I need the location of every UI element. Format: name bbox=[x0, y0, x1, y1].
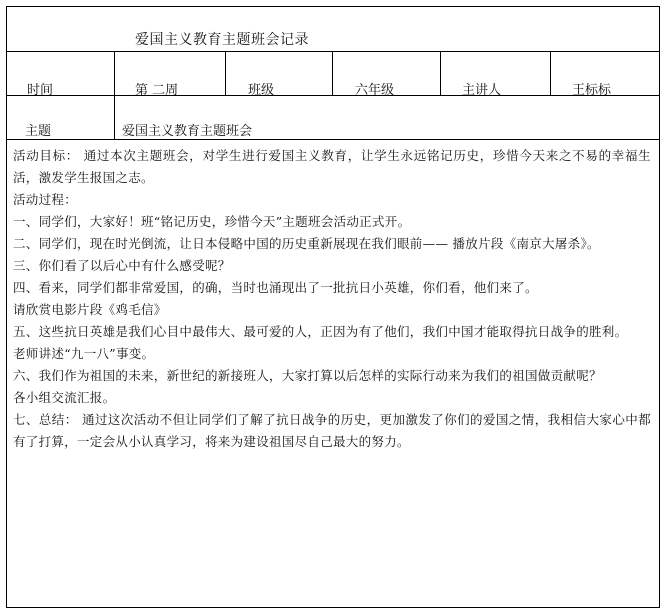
subject-label: 主题 bbox=[25, 124, 52, 139]
subject-value: 爱国主义教育主题班会 bbox=[122, 124, 253, 139]
class-value: 六年级 bbox=[355, 83, 395, 98]
speaker-label-cell bbox=[441, 51, 551, 98]
time-label-cell bbox=[7, 51, 115, 98]
speaker-value-cell bbox=[551, 51, 661, 98]
speaker-value: 王标标 bbox=[572, 83, 612, 98]
teacher-narration: 老师讲述“九一八”事变。 bbox=[13, 346, 155, 361]
process-heading: 活动过程： bbox=[13, 192, 78, 207]
film-clip-note: 请欣赏电影片段《鸡毛信》 bbox=[13, 302, 167, 317]
subject-row bbox=[7, 95, 659, 140]
title-row bbox=[7, 7, 659, 52]
class-label: 班级 bbox=[248, 83, 275, 98]
class-label-cell bbox=[226, 51, 333, 98]
step-three: 三、你们看了以后心中有什么感受呢？ bbox=[13, 258, 231, 273]
step-two: 二、同学们，现在时光倒流，让日本侵略中国的历史重新展现在我们眼前—— 播放片段《南京大屠杀》。 bbox=[13, 236, 600, 251]
step-four: 四、看来，同学们都非常爱国，的确，当时也涌现出了一批抗日小英雄，你们看，他们来了。 bbox=[13, 280, 538, 295]
meta-row bbox=[7, 51, 659, 96]
document-title: 爱国主义教育主题班会记录 bbox=[135, 32, 309, 48]
activity-record-body bbox=[7, 139, 659, 453]
class-value-cell bbox=[333, 51, 441, 98]
time-label: 时间 bbox=[27, 83, 54, 98]
subject-label-cell bbox=[7, 95, 115, 139]
speaker-label: 主讲人 bbox=[462, 83, 502, 98]
step-five: 五、这些抗日英雄是我们心目中最伟大、最可爱的人，正因为有了他们，我们中国才能取得抗日战争的胜利。 bbox=[13, 324, 628, 339]
time-value-cell bbox=[115, 51, 226, 98]
record-table bbox=[6, 6, 660, 608]
goal-paragraph: 活动目标： 通过本次主题班会，对学生进行爱国主义教育，让学生永远铭记历史，珍惜今天来之不易的幸福生活，激发学生报国之志。 bbox=[13, 148, 651, 185]
step-six: 六、我们作为祖国的未来，新世纪的新接班人，大家打算以后怎样的实际行动来为我们的祖国做贡献呢？ bbox=[13, 368, 602, 383]
summary-paragraph: 七、总结： 通过这次活动不但让同学们了解了抗日战争的历史，更加激发了你们的爱国之情，我相信大家心中都有了打算，一定会从小认真学习，将来为建设祖国尽自己最大的努力。 bbox=[13, 412, 651, 449]
group-report: 各小组交流汇报。 bbox=[13, 390, 116, 405]
time-value: 第 二周 bbox=[135, 83, 179, 98]
step-one: 一、同学们，大家好！班“铭记历史，珍惜今天”主题班会活动正式开。 bbox=[13, 214, 411, 229]
